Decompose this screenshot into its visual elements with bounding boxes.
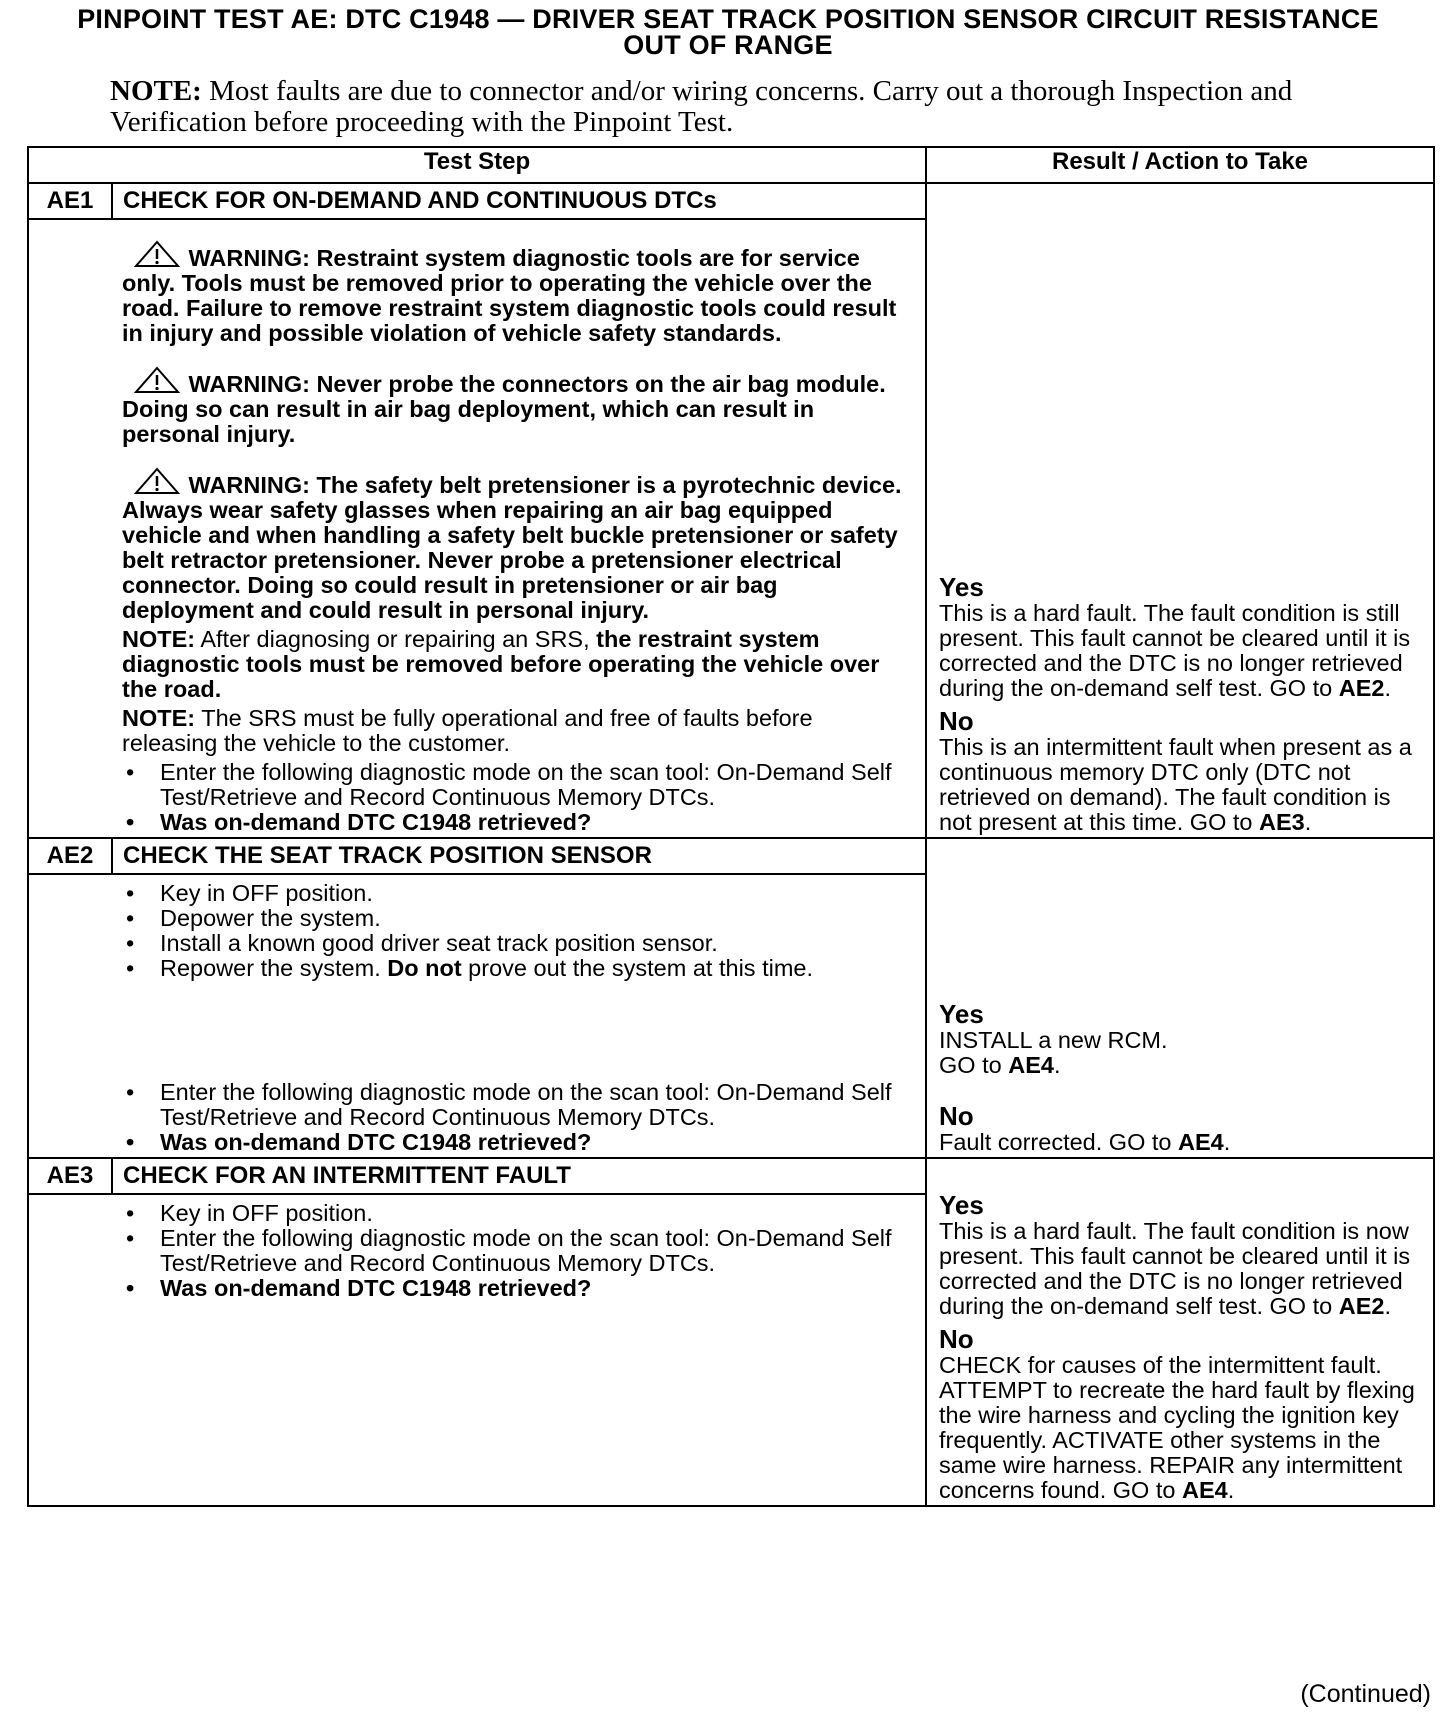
intro-note-label: NOTE: [110,75,202,107]
list-item: • Was on-demand DTC C1948 retrieved? [122,1130,905,1155]
list-item: • Was on-demand DTC C1948 retrieved? [122,810,905,835]
result-ae2-no-goto: AE4 [1178,1129,1224,1155]
intro-note [110,76,1410,138]
result-ae3-yes-text: This is a hard fault. The fault condition is now present. This fault cannot be cleared until it is corrected and the DTC is no longer retrieved during the on-demand self test. GO to [939,1218,1411,1319]
result-ae1-yes-label: Yes [939,572,984,602]
note-1-text: After diagnosing or repairing an SRS, [195,626,597,652]
result-ae3-no-label: No [939,1324,974,1354]
result-ae2-yes-goto: AE4 [1008,1052,1054,1078]
note-2-label: NOTE: [122,705,196,731]
page-title [0,6,1456,58]
list-item: • Install a known good driver seat track position sensor. [122,931,905,956]
result-ae3-no-text: CHECK for causes of the intermittent fault. ATTEMPT to recreate the hard fault by flexing the wire harness and cycling the ignition key frequently. ACTIVATE other systems in the same wire harness. REPAIR any intermittent concerns found. GO to [939,1352,1415,1503]
warning-2 [122,366,905,447]
table-header-row [28,147,1434,183]
header-test-step: Test Step [28,147,926,183]
list-item [122,956,905,981]
step-heading-ae2: CHECK THE SEAT TRACK POSITION SENSOR [112,838,926,874]
warning-2-text: WARNING: Never probe the connectors on the air bag module. Doing so can result in air bag deployment, which can result in personal injury. [122,371,886,447]
title-line-2: OUT OF RANGE [623,30,833,60]
step-heading-ae3: CHECK FOR AN INTERMITTENT FAULT [112,1158,926,1194]
warning-triangle-icon [132,467,182,495]
step4-text-a: Repower the system. [160,955,388,981]
result-ae3-yes-label: Yes [939,1190,984,1220]
list-item: • Enter the following diagnostic mode on the scan tool: On-Demand Self Test/Retrieve and Record Continuous Memory DTCs. [122,760,905,810]
result-ae1-no-goto: AE3 [1259,809,1305,835]
result-ae1-yes-goto: AE2 [1338,675,1385,701]
result-ae1-yes-text: This is a hard fault. The fault condition is still present. This fault cannot be cleared until it is corrected and the DTC is no longer retrieved during the on-demand self test. GO to [939,600,1411,701]
intro-note-text: Most faults are due to connector and/or wiring concerns. Carry out a thorough Inspection and Verification before proceeding with the Pinpoint Test. [110,75,1293,138]
list-item: • Key in OFF position. [122,881,905,906]
ae2-steps-a [122,881,905,981]
title-line-1: PINPOINT TEST AE: DTC C1948 — DRIVER SEAT TRACK POSITION SENSOR CIRCUIT RESISTANCE [77,4,1379,34]
step-id-ae2: AE2 [28,838,112,874]
step-ae3-heading-row [28,1158,1434,1194]
warning-triangle-icon [132,366,182,394]
result-ae2-yes-label: Yes [939,999,984,1029]
step-heading-ae1: CHECK FOR ON-DEMAND AND CONTINUOUS DTCs [112,183,926,219]
result-ae1-yes: This is a hard fault. The fault condition is still present. This fault cannot be cleared until it is corrected and the DTC is no longer retrieved during the on-demand self test. GO to AE2. [939,600,1411,701]
result-ae2-yes-text2: GO to [939,1052,1009,1078]
step-id-ae3: AE3 [28,1158,112,1194]
result-ae2-no-label: No [939,1101,974,1131]
list-item: • Enter the following diagnostic mode on the scan tool: On-Demand Self Test/Retrieve and Record Continuous Memory DTCs. [122,1080,905,1130]
note-1 [122,627,905,702]
continued-label: (Continued) [1300,1680,1431,1708]
warning-3 [122,467,905,623]
ae2-steps-b [122,1080,905,1155]
warning-1-text: WARNING: Restraint system diagnostic tools are for service only. Tools must be removed prior to operating the vehicle over the road. Failure to remove restraint system diagnostic tools could result in injury and possible violation of vehicle safety standards. [122,245,897,346]
result-ae1-no-text: This is an intermittent fault when present as a continuous memory DTC only (DTC not retrieved on demand). The fault condition is not present at this time. GO to [939,734,1412,835]
warning-triangle-icon [132,240,182,268]
step-ae2-heading-row [28,838,1434,874]
warning-3-text: WARNING: The safety belt pretensioner is a pyrotechnic device. Always wear safety glasses when repairing an air bag equipped vehicle and when handling a safety belt buckle pretensioner or safety belt retractor pretensioner. Never probe a pretensioner electrical connector. Doing so could result in pretensioner or air bag deployment and could result in personal injury. [122,472,902,623]
result-ae3-yes-goto: AE2 [1338,1293,1385,1319]
list-item: • Was on-demand DTC C1948 retrieved? [122,1276,905,1301]
result-ae2 [926,838,1434,1158]
step-body-ae2 [28,874,926,1158]
ae3-steps [122,1201,905,1301]
note-2-text: The SRS must be fully operational and free of faults before releasing the vehicle to the customer. [122,705,813,756]
pinpoint-test-table [27,146,1435,1507]
list-item: • Enter the following diagnostic mode on the scan tool: On-Demand Self Test/Retrieve and Record Continuous Memory DTCs. [122,1226,905,1276]
result-ae3 [926,1158,1434,1506]
result-ae3-no-goto: AE4 [1181,1477,1228,1503]
ae1-steps [122,760,905,835]
result-ae1 [926,183,1434,838]
ae2-gap [122,981,905,1080]
result-ae2-yes: GO to AE4. [939,1052,1061,1078]
note-2 [122,706,905,756]
result-ae1-no-label: No [939,706,974,736]
header-result: Result / Action to Take [926,147,1434,183]
result-ae2-yes-text1: INSTALL a new RCM. [939,1027,1168,1053]
step4-text-b: Do not [387,955,462,981]
step-ae1-heading-row [28,183,1434,219]
list-item: • Key in OFF position. [122,1201,905,1226]
step-body-ae1 [28,219,926,838]
result-ae2-no-text: Fault corrected. GO to [939,1129,1179,1155]
note-1-bold: the restraint system diagnostic tools must be removed before operating the vehicle over the road. [122,626,880,702]
result-ae3-no: CHECK for causes of the intermittent fault. ATTEMPT to recreate the hard fault by flexing the wire harness and cycling the ignition key frequently. ACTIVATE other systems in the same wire harness. REPAIR any intermittent concerns found. GO to AE4. [939,1352,1415,1503]
warning-1 [122,240,905,346]
result-ae2-no: Fault corrected. GO to AE4. [939,1129,1231,1155]
note-1-label: NOTE: [122,626,196,652]
step4-text-c: prove out the system at this time. [461,955,813,981]
result-ae1-no: This is an intermittent fault when present as a continuous memory DTC only (DTC not retrieved on demand). The fault condition is not present at this time. GO to AE3. [939,734,1412,835]
step-id-ae1: AE1 [28,183,112,219]
step-body-ae3 [28,1194,926,1506]
list-item: • Depower the system. [122,906,905,931]
result-ae3-yes: This is a hard fault. The fault condition is now present. This fault cannot be cleared until it is corrected and the DTC is no longer retrieved during the on-demand self test. GO to AE2. [939,1218,1411,1319]
